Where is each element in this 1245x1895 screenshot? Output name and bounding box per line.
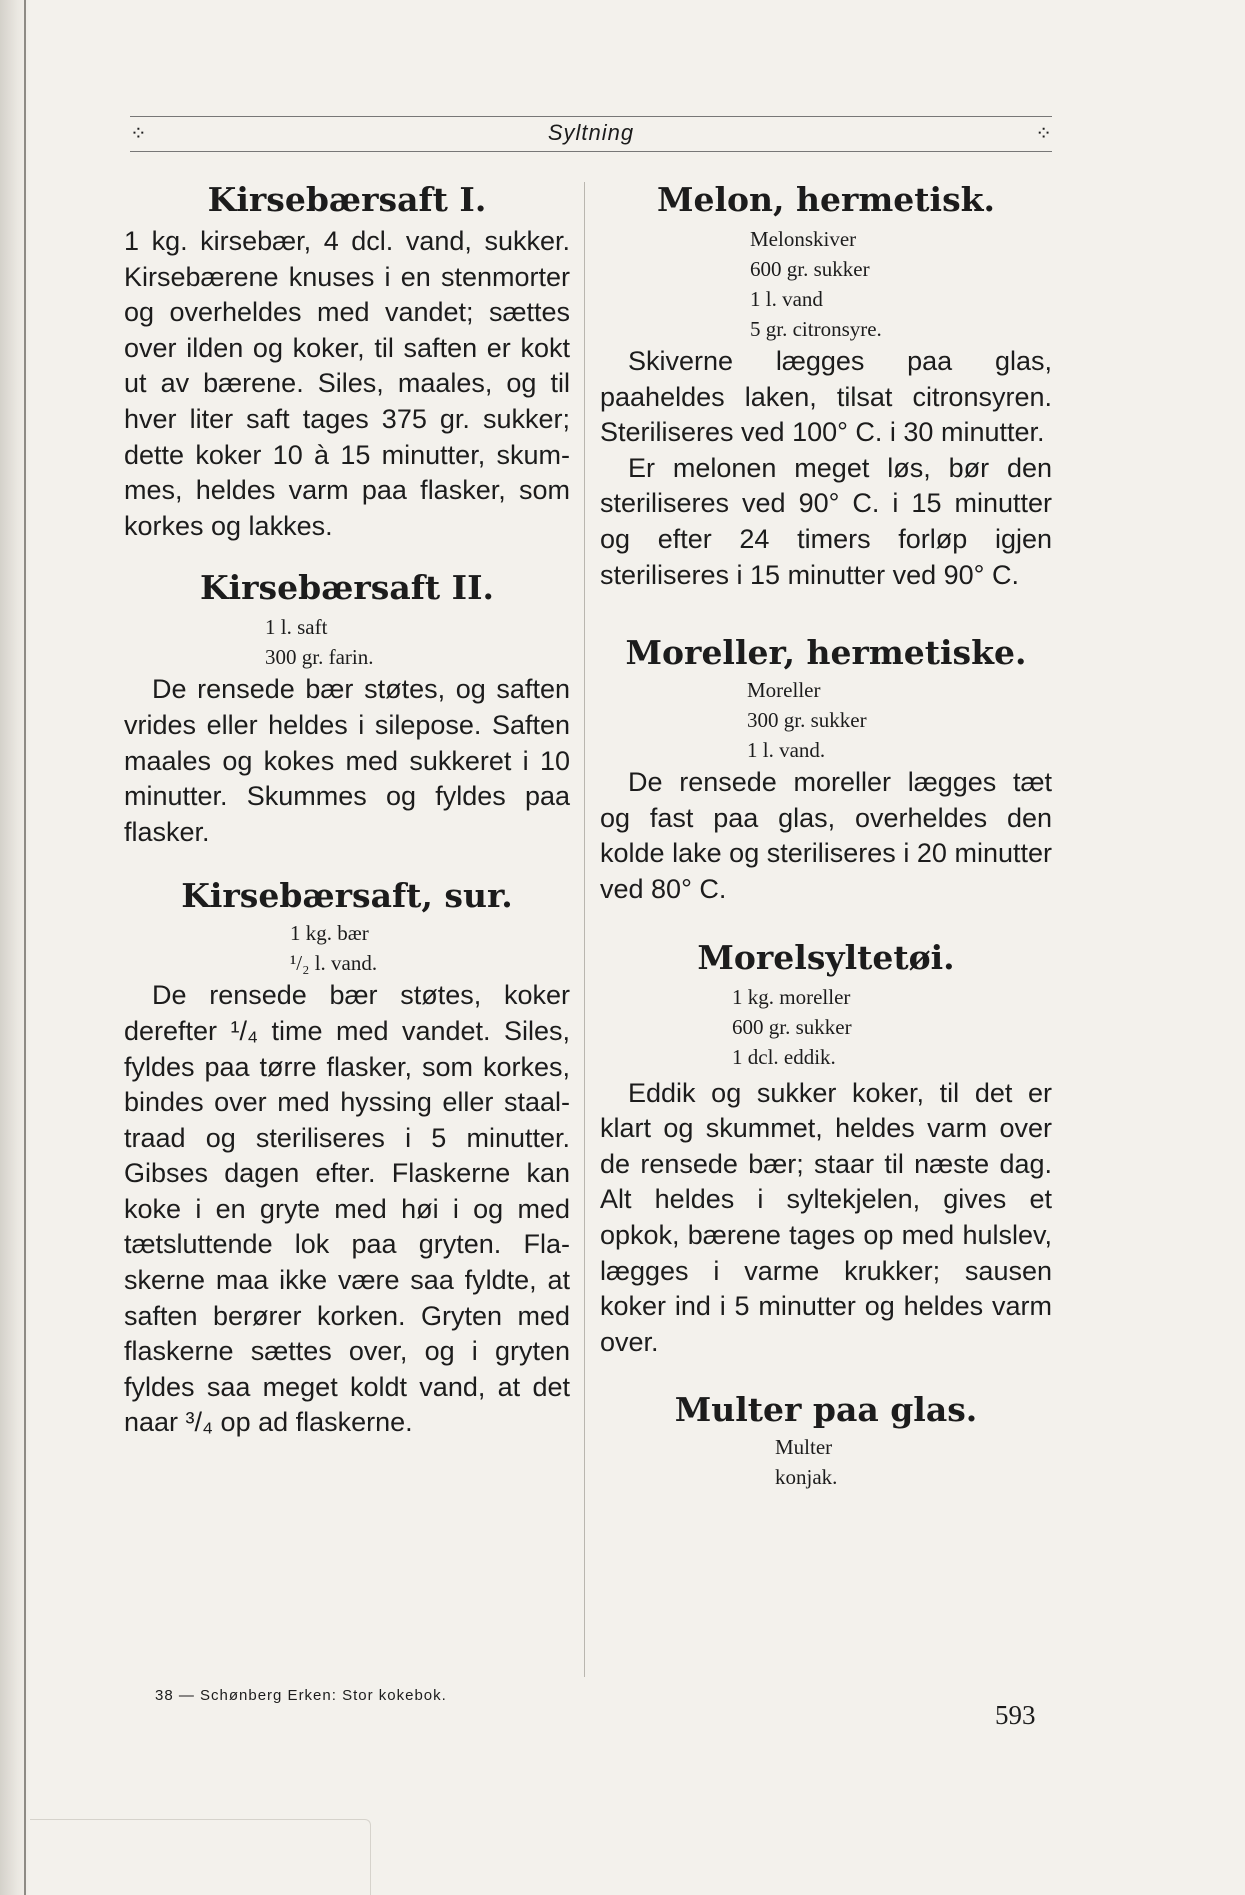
recipe-title: Kirsebærsaft I. (207, 180, 487, 219)
ingredient: 1 dcl. eddik. (732, 1044, 836, 1069)
recipe-text: Skiverne lægges paa glas, paaheldes laken, tilsat citronsyren. Steriliseres ved 100° C. i 30 minutter. (600, 346, 1052, 448)
ingredient: 600 gr. sukker (732, 1014, 852, 1039)
ornament-left-icon: ⁘ (130, 121, 147, 145)
binding-edge (24, 0, 26, 1895)
recipe-kirsebaersaft-1 (124, 180, 570, 544)
recipe-text: 1 kg. kirsebær, 4 dcl. vand, sukker. Kirsebærene knuses i en stenmorter og overheldes med vandet; sættes over ilden og koker, til saften er kokt ut av bærene. Siles, maales, og til hver liter saft tages 375 gr. sukker; dette koker 10 à 15 minutter, skummes, heldes varm paa flasker, som korkes og lakkes. (124, 226, 570, 541)
ingredient-list (600, 224, 1052, 344)
ingredient: Multer (775, 1435, 833, 1460)
left-column (124, 180, 570, 1441)
ingredient-list (124, 918, 570, 978)
ingredient-list (600, 675, 1052, 765)
recipe-morelsyltetoi (600, 938, 1052, 1361)
ingredient: konjak. (775, 1465, 838, 1490)
recipe-text: De rensede bær støtes, og saften vrides eller heldes i silepose. Saften maales og kokes med sukkeret i 10 minutter. Skummes og fyldes paa flasker. (124, 674, 570, 847)
ingredient: 1 l. vand (750, 287, 823, 311)
ornament-right-icon: ⁘ (1035, 121, 1052, 145)
header-rule-bottom (130, 151, 1052, 152)
recipe-text: De rensede moreller lægges tæt og fast paa glas, overheldes den kolde lake og steriliseres i 20 minutter ved 80° C. (600, 767, 1052, 904)
recipe-title: Moreller, hermetiske. (625, 633, 1027, 673)
column-divider (584, 182, 585, 1677)
page-number: 593 (995, 1700, 1036, 1730)
ingredient-list (124, 612, 570, 672)
ingredient-list (600, 1432, 1052, 1492)
recipe-title: Melon, hermetisk. (656, 180, 996, 219)
ingredient: 5 gr. citronsyre. (750, 317, 882, 341)
ingredient: 1 l. vand. (747, 738, 826, 763)
recipe-text: Eddik og sukker koker, til det er klart og skummet, heldes varm over de rensede bær; staar til næste dag. Alt heldes i syltekjelen, gives et opkok, bærene tages op med hulslev, lægges i varme krukker; sausen koker ind i 5 minutter og heldes varm over. (600, 1077, 1052, 1357)
right-column (600, 180, 1052, 1492)
recipe-moreller-hermetiske (600, 633, 1052, 907)
ingredient: 1 l. saft (265, 615, 328, 640)
ingredient: 600 gr. sukker (750, 257, 870, 281)
footer-signature: 38 — Schønberg Erken: Stor kokebok. (155, 1687, 447, 1704)
recipe-title: Multer paa glas. (674, 1390, 978, 1430)
header-title: Syltning (547, 120, 635, 145)
recipe-multer-paa-glas (600, 1390, 1052, 1492)
ingredient: Melonskiver (750, 227, 857, 251)
recipe-title: Morelsyltetøi. (697, 937, 955, 977)
ingredient-list (600, 982, 1052, 1072)
ingredient: 1 kg. bær (290, 921, 369, 946)
recipe-text: De rensede bær støtes, koker derefter ¹/₄ time med vandet. Siles, fyldes paa tørre flasker, som korkes, bindes over med hyssing eller staaltraad og steriliseres i 5 minutter. Gibses dagen efter. Flaskerne kan koke i en gryte med høi i og med tætsluttende lok paa gryten. Flaskerne maa ikke være saa fyldte, at saften berører korken. Gryten med flaskerne sættes over, og i gryten fyldes saa meget koldt vand, at det naar ³/₄ op ad flaskerne. (124, 980, 570, 1438)
recipe-kirsebaersaft-2 (124, 568, 570, 850)
ingredient: 300 gr. farin. (265, 645, 374, 670)
ingredient: Moreller (747, 678, 821, 703)
recipe-title: Kirsebærsaft, sur. (181, 876, 513, 916)
ingredient: 1 kg. moreller (732, 984, 851, 1009)
ingredient: ¹/₂ l. vand. (290, 951, 378, 976)
header-rule-top (130, 116, 1052, 117)
running-header (130, 116, 1052, 152)
recipe-title: Kirsebærsaft II. (199, 568, 495, 608)
recipe-kirsebaersaft-sur (124, 876, 570, 1441)
ingredient: 300 gr. sukker (747, 708, 867, 733)
recipe-text: Er melonen meget løs, bør den steriliseres ved 90° C. i 15 minutter og efter 24 timers forløp igjen steriliseres i 15 minutter ved 90° C. (600, 452, 1052, 590)
recipe-melon-hermetisk (600, 180, 1052, 593)
page-corner-edge (30, 1819, 371, 1895)
